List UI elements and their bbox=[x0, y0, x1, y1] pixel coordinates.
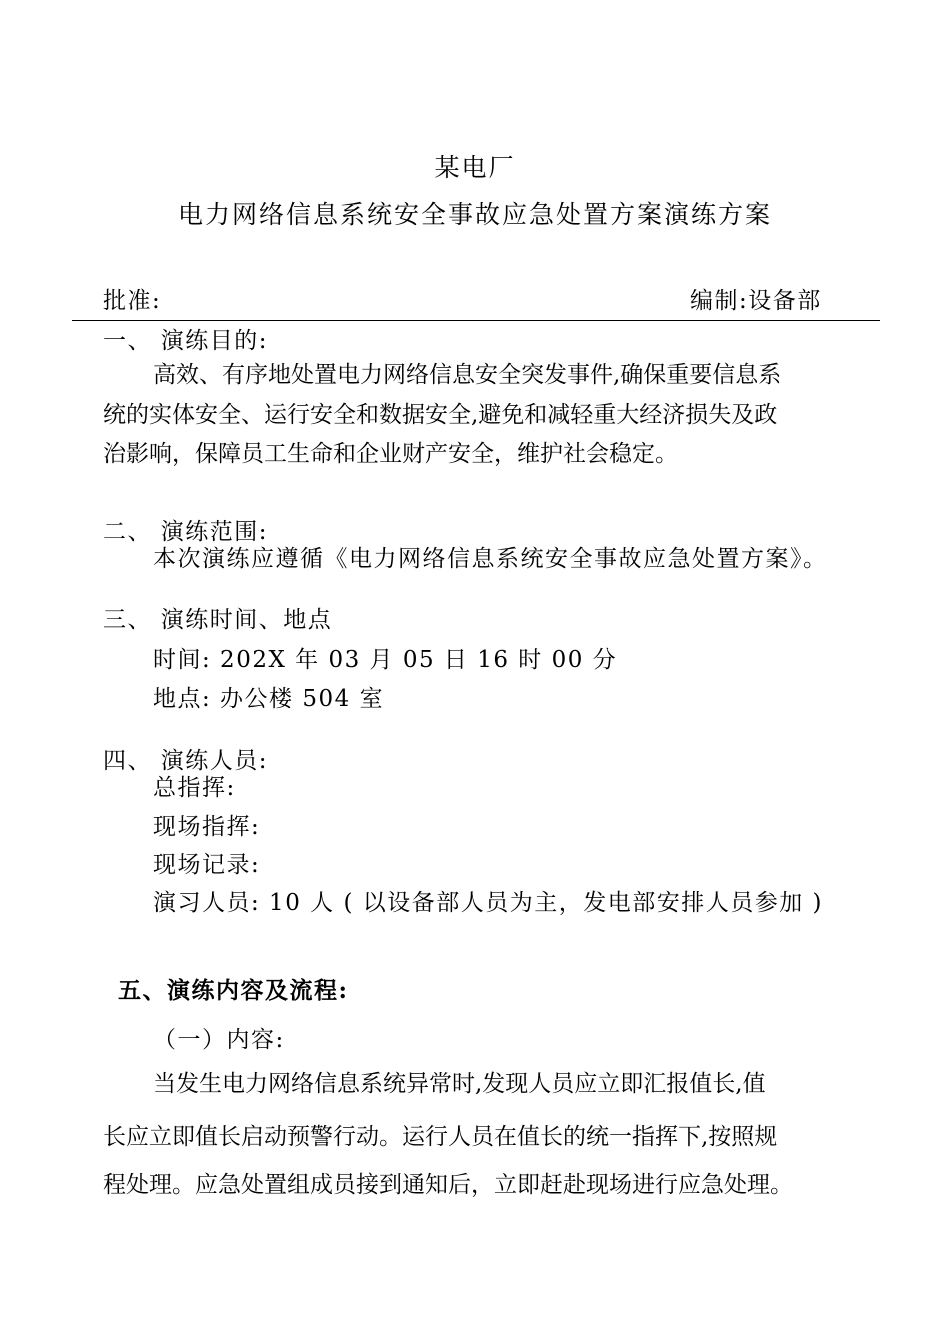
section-1-line-3: 治影响，保障员工生命和企业财产安全，维护社会稳定。 bbox=[103, 441, 678, 467]
site-commander-label: 现场指挥: bbox=[153, 814, 261, 840]
section-3-heading: 三、 演练时间、地点 bbox=[103, 607, 333, 633]
section-2-heading: 二、 演练范围: bbox=[103, 519, 269, 545]
site-record-label: 现场记录: bbox=[153, 852, 261, 878]
section-5-heading: 五、演练内容及流程: bbox=[118, 977, 349, 1004]
document-title: 电力网络信息系统安全事故应急处置方案演练方案 bbox=[177, 200, 772, 229]
section-2-body: 本次演练应遵循《电力网络信息系统安全事故应急处置方案》。 bbox=[153, 546, 828, 572]
section-1-heading: 一、 演练目的: bbox=[103, 328, 269, 354]
section-1-line-1: 高效、有序地处置电力网络信息安全突发事件,确保重要信息系 bbox=[153, 362, 782, 388]
commander-label: 总指挥: bbox=[153, 775, 236, 801]
document-title-org: 某电厂 bbox=[434, 153, 516, 182]
section-5-line-3: 程处理。应急处置组成员接到通知后，立即赶赴现场进行应急处理。 bbox=[103, 1172, 793, 1198]
header-divider bbox=[72, 320, 880, 321]
section-5-line-1: 当发生电力网络信息系统异常时,发现人员应立即汇报值长,值 bbox=[153, 1071, 766, 1097]
section-5-line-2: 长应立即值长启动预警行动。运行人员在值长的统一指挥下,按照规 bbox=[103, 1124, 778, 1150]
drill-time: 时间: 202X 年 03 月 05 日 16 时 00 分 bbox=[153, 647, 618, 673]
compiled-by-label: 编制:设备部 bbox=[690, 288, 822, 314]
approve-label: 批准: bbox=[103, 288, 162, 314]
section-1-line-2: 统的实体安全、运行安全和数据安全,避免和减轻重大经济损失及政 bbox=[103, 402, 778, 428]
section-4-heading: 四、 演练人员: bbox=[103, 748, 269, 774]
participants-label: 演习人员: 10 人 ( 以设备部人员为主，发电部安排人员参加 ) bbox=[153, 890, 824, 916]
section-5-sub-1: （一）内容: bbox=[153, 1027, 285, 1053]
drill-place: 地点: 办公楼 504 室 bbox=[153, 686, 385, 712]
